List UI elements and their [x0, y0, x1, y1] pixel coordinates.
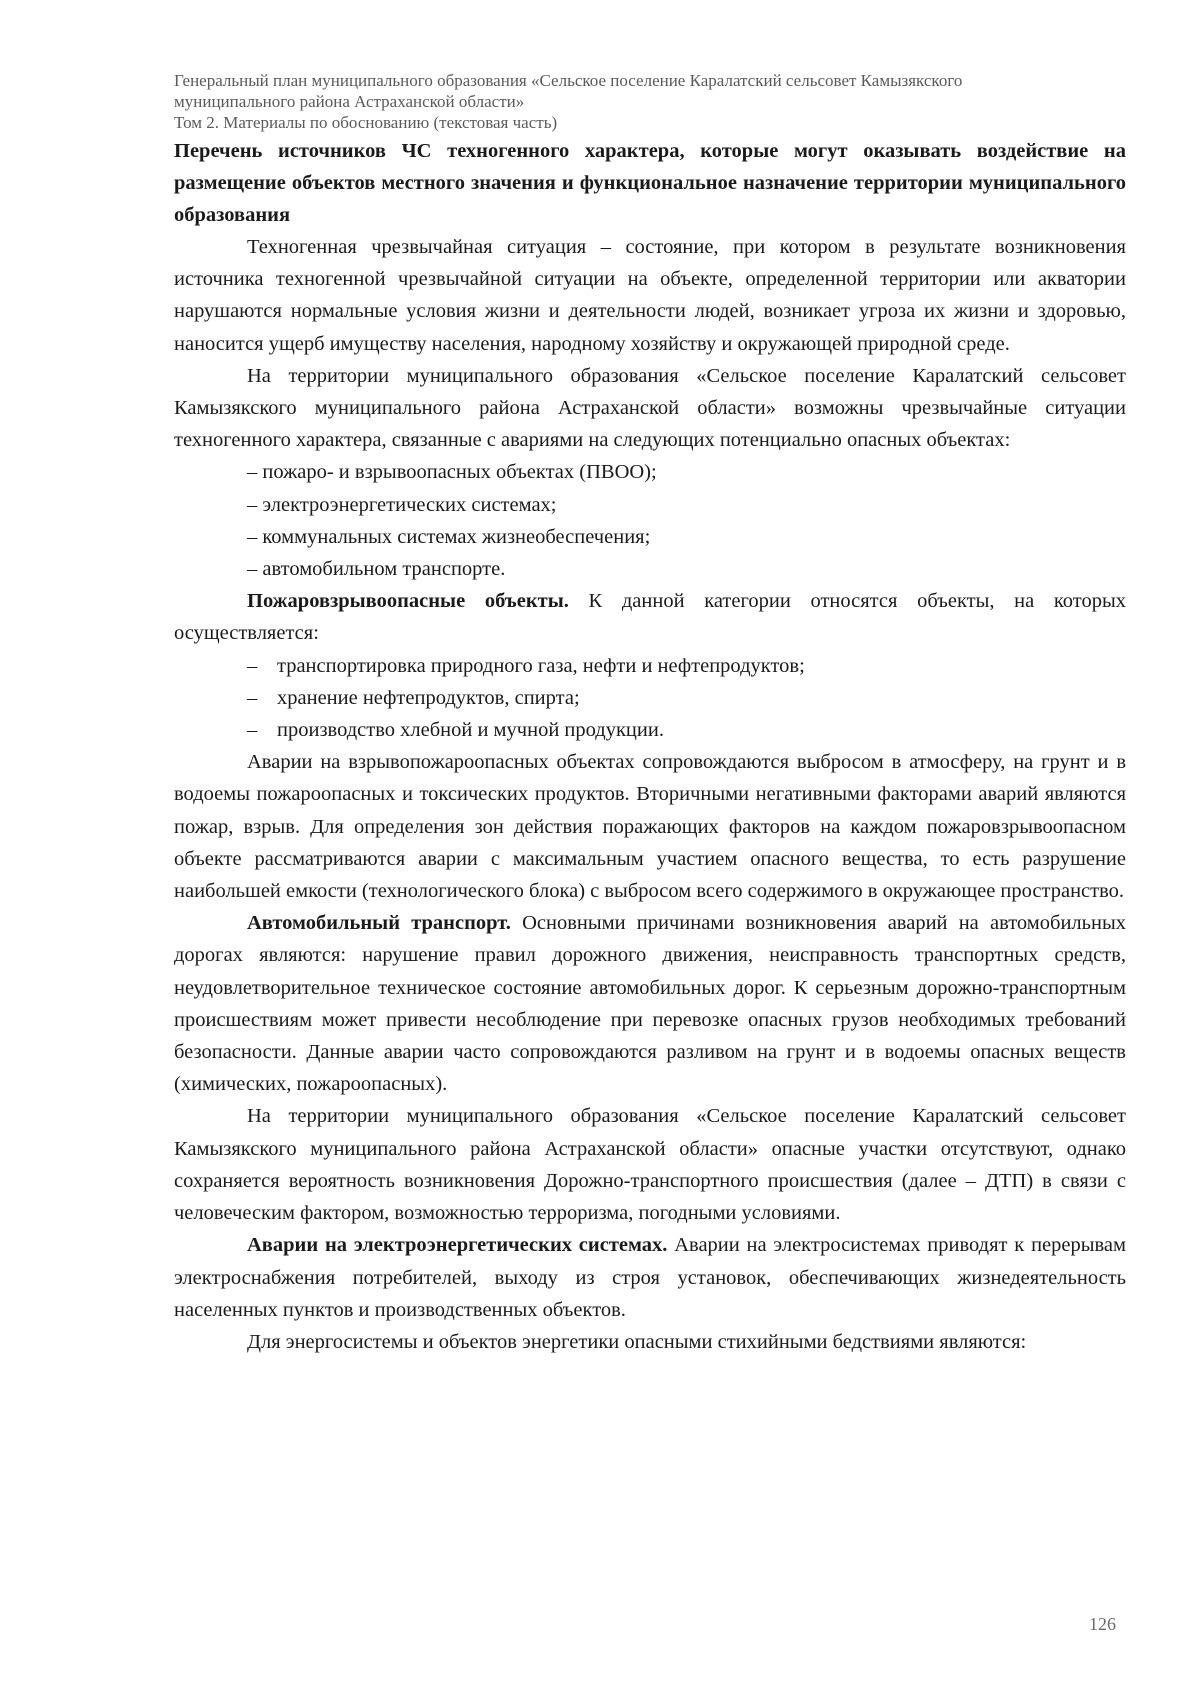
- list-dash: –: [247, 654, 258, 677]
- paragraph-lead-bold: Автомобильный транспорт.: [247, 912, 511, 935]
- paragraph-accidents: Аварии на взрывопожароопасных объектах сопровождаются выбросом в атмосферу, на грунт и в водоемы пожароопасных и токсических продуктов. Вторичными негативными факторами аварий являются пожар, взрыв. Для определения зон действия поражающих факторов на каждом пожаровзрывоопасном объекте рассматриваются аварии с максимальным участием опасного вещества, то есть разрушение наибольшей емкости (технологического блока) с выбросом всего содержимого в окружающее пространство.: [174, 751, 1126, 903]
- list-item-text: производство хлебной и мучной продукции.: [277, 719, 664, 742]
- list-item-text: хранение нефтепродуктов, спирта;: [277, 686, 580, 709]
- list-item: – пожаро- и взрывоопасных объектах (ПВОО);: [247, 461, 657, 484]
- header-line-2: муниципального района Астраханской области»: [174, 92, 525, 111]
- list-item: [174, 682, 1126, 714]
- paragraph-territory-road: На территории муниципального образования «Сельское поселение Каралатский сельсовет Камызякского муниципального района Астраханской области» опасные участки отсутствуют, однако сохраняется вероятность возникновения Дорожно-транспортного происшествия (далее – ДТП) в связи с человеческим фактором, возможностью терроризма, погодными условиями.: [174, 1105, 1126, 1225]
- paragraph-lead-bold: Аварии на электроэнергетических системах.: [247, 1234, 668, 1257]
- page-number: 126: [1089, 1614, 1116, 1634]
- running-header: [174, 70, 1126, 133]
- paragraph-text: Аварии на электросистемах приводят к перерывам электроснабжения потребителей, выходу из строя установок, обеспечивающих жизнедеятельность населенных пунктов и производственных объектов.: [174, 1234, 1126, 1321]
- paragraph-power-systems: [174, 1229, 1126, 1326]
- list-item: [174, 714, 1126, 746]
- header-line-3: Том 2. Материалы по обоснованию (текстовая часть): [174, 113, 558, 132]
- list-item: – коммунальных системах жизнеобеспечения;: [247, 525, 651, 548]
- paragraph-text: К данной категории относятся объекты, на которых осуществляется:: [174, 590, 1126, 645]
- hazard-object-list: [174, 456, 1126, 585]
- list-item-text: транспортировка природного газа, нефти и нефтепродуктов;: [277, 654, 805, 677]
- paragraph-lead-bold: Пожаровзрывоопасные объекты.: [247, 590, 569, 613]
- list-item: – автомобильном транспорте.: [247, 558, 506, 581]
- paragraph-text: Основными причинами возникновения аварий на автомобильных дорогах являются: нарушение правил дорожного движения, неисправность транспортных средств, неудовлетворительное техническое состояние автомобильных дорог. К серьезным дорожно-транспортным происшествиям может привести несоблюдение при перевозке опасных грузов необходимых требований безопасности. Данные аварии часто сопровождаются разливом на грунт и в водоемы опасных веществ (химических, пожароопасных).: [174, 912, 1126, 1096]
- list-dash: –: [247, 686, 258, 709]
- paragraph-energy-hazards: Для энергосистемы и объектов энергетики опасными стихийными бедствиями являются:: [247, 1330, 1027, 1353]
- activity-list: [174, 650, 1126, 747]
- list-item: – электроэнергетических системах;: [247, 493, 557, 516]
- document-page: [174, 70, 1126, 1358]
- paragraph-definition: Техногенная чрезвычайная ситуация – состояние, при котором в результате возникновения источника техногенной чрезвычайной ситуации на объекте, определенной территории или акватории нарушаются нормальные условия жизни и деятельности людей, возникает угроза их жизни и здоровью, наносится ущерб имуществу населения, народному хозяйству и окружающей природной среде.: [174, 236, 1126, 355]
- paragraph-fire-explosive: [174, 585, 1126, 649]
- list-item: [174, 650, 1126, 682]
- paragraph-road-transport: [174, 907, 1126, 1100]
- header-line-1: Генеральный план муниципального образования «Сельское поселение Каралатский сельсовет Камызякского: [174, 71, 963, 90]
- paragraph-territory-intro: На территории муниципального образования «Сельское поселение Каралатский сельсовет Камызякского муниципального района Астраханской области» возможны чрезвычайные ситуации техногенного характера, связанные с авариями на следующих потенциально опасных объектах:: [174, 364, 1126, 452]
- section-title: Перечень источников ЧС техногенного характера, которые могут оказывать воздействие на размещение объектов местного значения и функциональное назначение территории муниципального образования: [174, 140, 1126, 226]
- list-dash: –: [247, 719, 258, 742]
